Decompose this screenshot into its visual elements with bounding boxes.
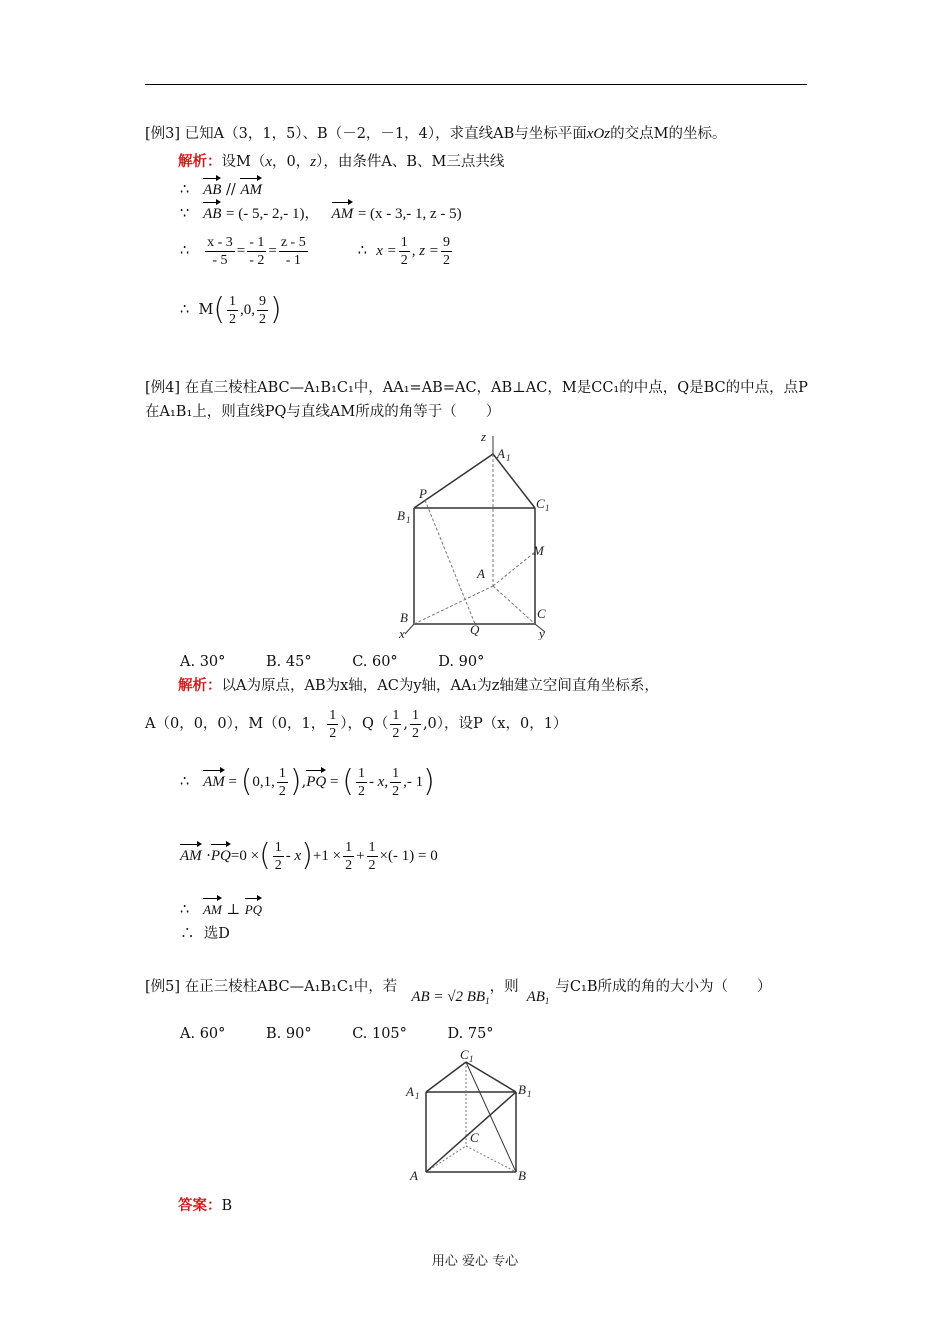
ex3-analysis bbox=[178, 152, 504, 172]
frac-num: 1 bbox=[278, 765, 286, 781]
frac-den: 2 bbox=[259, 311, 267, 327]
frac-den: 2 bbox=[392, 725, 400, 741]
am-value-mid: 0,1, bbox=[252, 774, 275, 790]
coords-p: ），设P（x，0，1） bbox=[436, 716, 568, 732]
vec-am: AM bbox=[203, 774, 225, 790]
vec-pq: PQ bbox=[306, 774, 327, 790]
pq-value-x: - x, bbox=[368, 774, 389, 790]
ex4-coords: A（0，0，0），M（0，1， $\frac{1}{2}$ ），Q（ $\frac{1}{2}$ , $\frac{1}{2}$ ,0 ），设P（x，0，1） bbox=[145, 707, 568, 741]
ex5-answer-value: B bbox=[221, 1198, 233, 1214]
ex3-analysis-mid: ，0， bbox=[272, 154, 311, 170]
ex4-choose: 选D bbox=[203, 926, 230, 942]
label-c: C bbox=[470, 1130, 479, 1145]
therefore-symbol: ∴ bbox=[180, 243, 190, 259]
half-frac bbox=[327, 707, 338, 742]
pq-value-end: ,- 1 bbox=[403, 774, 424, 790]
label-sub: 1 bbox=[415, 1091, 420, 1101]
label-y: y bbox=[539, 626, 545, 640]
frac-num: 1 bbox=[357, 765, 365, 781]
ex4-dot-product: AM · PQ =0 × ( $\frac{1}{2}$ - x ) +1 × $\frac{1}{2}$ + $\frac{1}{2}$ ×(- 1) = 0 bbox=[180, 838, 438, 873]
frac-den: 2 bbox=[357, 783, 365, 799]
label-m: M bbox=[533, 543, 544, 558]
ex5-ab1-sub: 1 bbox=[544, 996, 550, 1006]
label-x: x bbox=[399, 626, 405, 640]
z-frac bbox=[441, 234, 452, 269]
therefore-symbol: ∴ bbox=[180, 926, 195, 942]
frac-num: 1 bbox=[411, 707, 419, 723]
ex3-question bbox=[145, 124, 726, 144]
frac-den: 2 bbox=[274, 857, 282, 873]
because-symbol: ∵ bbox=[180, 206, 190, 222]
half-frac bbox=[356, 765, 367, 800]
coords-q: ），Q（ bbox=[340, 716, 389, 732]
option-d: D. 75° bbox=[447, 1026, 494, 1042]
ex5-question-mid: ，则 bbox=[489, 979, 519, 995]
ex4-question-line2: 在A₁B₁上，则直线PQ与直线AM所成的角等于（ ） bbox=[145, 404, 501, 420]
m-frac-b bbox=[257, 293, 268, 328]
label-sub: 1 bbox=[527, 1089, 532, 1099]
ex5-cond: AB = √2 BB bbox=[411, 989, 486, 1005]
vec-pq: PQ bbox=[245, 900, 262, 920]
therefore-symbol: ∴ bbox=[180, 302, 190, 318]
ex5-answer-label: 答案： bbox=[178, 1197, 222, 1214]
coords-a: A（0，0，0），M（0，1， bbox=[145, 716, 326, 732]
ex3-analysis-label: 解析： bbox=[178, 153, 222, 170]
ex4-analysis-label: 解析： bbox=[178, 677, 222, 694]
ex5-prism-figure bbox=[404, 1050, 534, 1184]
frac-num: 1 bbox=[274, 839, 282, 855]
perp-symbol: ⊥ bbox=[221, 902, 245, 918]
vec-ab: AB bbox=[203, 206, 222, 222]
ex4-question-line1: [例4] 在直三棱柱ABC—A₁B₁C₁中，AA₁=AB=AC，AB⊥AC，M是CC₁的中点，Q是BC的中点，点P bbox=[145, 380, 808, 396]
frac-num: 1 bbox=[392, 707, 400, 723]
frac-den: 2 bbox=[411, 725, 419, 741]
frac-den: 2 bbox=[329, 725, 337, 741]
frac-den: 2 bbox=[229, 311, 237, 327]
option-a: A. 30° bbox=[180, 654, 226, 670]
frac-den: - 1 bbox=[285, 252, 301, 268]
frac-num: z - 5 bbox=[280, 234, 306, 250]
frac-den: 2 bbox=[368, 857, 376, 873]
page-footer: 用心 爱心 专心 bbox=[431, 1254, 519, 1269]
label-a: A bbox=[410, 1168, 418, 1183]
ex3-plane: xOz bbox=[586, 126, 611, 142]
therefore-symbol: ∴ bbox=[180, 774, 190, 790]
label-q: Q bbox=[470, 622, 480, 637]
half-frac bbox=[367, 839, 378, 874]
frac-num: 1 bbox=[368, 839, 376, 855]
vec-am: AM bbox=[240, 182, 263, 198]
label-b1: B bbox=[518, 1082, 526, 1097]
frac-num: 1 bbox=[392, 765, 400, 781]
ex3-analysis-text: 设M（ bbox=[221, 154, 266, 170]
vec-am: AM bbox=[203, 900, 222, 920]
ratio-frac-2 bbox=[247, 234, 266, 269]
half-frac bbox=[410, 707, 421, 742]
m-mid: ,0, bbox=[240, 302, 256, 318]
ex5-question-end: 与C₁B所成的角的大小为（ ） bbox=[555, 979, 772, 995]
am-value: = (x - 3,- 1, z - 5) bbox=[357, 206, 462, 222]
ex5-answer bbox=[178, 1196, 232, 1216]
ex4-analysis bbox=[178, 676, 659, 696]
label-sub: 1 bbox=[469, 1054, 474, 1064]
half-frac bbox=[390, 707, 401, 742]
ex3-ratio-line: ∴ $\frac{x - 3}{- 5}$ = $\frac{- 1}{- 2}$ = $\frac{z - 5}{- 1}$ ∴ x = $\frac{1}{2}$ , z = $\frac{9}{2}$ bbox=[180, 234, 450, 268]
label-b: B bbox=[400, 610, 408, 625]
therefore-symbol: ∴ bbox=[180, 182, 190, 198]
frac-num: 1 bbox=[400, 234, 408, 250]
ab-value: = (- 5,- 2,- 1) bbox=[226, 206, 305, 222]
half-frac bbox=[343, 839, 354, 874]
x-frac bbox=[399, 234, 410, 269]
ex5-cond-sub: 1 bbox=[485, 996, 490, 1006]
option-b: B. 90° bbox=[266, 1026, 312, 1042]
dot-end: ×(- 1) = 0 bbox=[379, 848, 438, 864]
ex3-vectors-line: ∵ AB = (- 5,- 2,- 1)， AM = (x - 3,- 1, z - 5) bbox=[180, 206, 462, 222]
frac-num: 9 bbox=[442, 234, 450, 250]
half-frac bbox=[273, 839, 284, 874]
frac-num: - 1 bbox=[249, 234, 265, 250]
label-a1: A bbox=[497, 446, 505, 461]
ex3-analysis-x: x bbox=[265, 154, 273, 170]
ex5-options bbox=[180, 1024, 494, 1044]
ex3-analysis-z: z bbox=[310, 154, 317, 170]
label-b: B bbox=[518, 1168, 526, 1183]
m-frac-a bbox=[227, 293, 238, 328]
label-c1: C bbox=[460, 1050, 469, 1062]
label-sub: 1 bbox=[545, 503, 550, 513]
therefore-symbol: ∴ bbox=[357, 243, 367, 259]
label-c: C bbox=[537, 606, 546, 621]
label-sub: 1 bbox=[506, 453, 511, 463]
frac-num: 9 bbox=[259, 293, 267, 309]
z-eq: , z = bbox=[411, 243, 439, 259]
vec-am: AM bbox=[180, 848, 202, 864]
ex4-choose-line bbox=[180, 924, 230, 944]
header-rule bbox=[145, 84, 807, 85]
ex4-options bbox=[180, 652, 484, 672]
ex3-result-line: ∴ M ( $\frac{1}{2}$ ,0, $\frac{9}{2}$ ) bbox=[180, 292, 282, 327]
dot-start: =0 × bbox=[230, 848, 260, 864]
frac-den: 2 bbox=[400, 252, 408, 268]
ex4-vectors: ∴ AM = ( 0,1, $\frac{1}{2}$ ) , PQ = ( $\frac{1}{2}$ - x, $\frac{1}{2}$ ,- 1 ) bbox=[180, 764, 435, 799]
dot-mid3: + bbox=[356, 848, 365, 864]
ex4-perp-line bbox=[180, 900, 262, 920]
half-frac bbox=[390, 765, 401, 800]
frac-num: 1 bbox=[329, 707, 337, 723]
vec-ab: AB bbox=[203, 182, 222, 198]
frac-den: 2 bbox=[392, 783, 400, 799]
frac-den: 2 bbox=[345, 857, 353, 873]
half-frac bbox=[277, 765, 288, 800]
frac-num: x - 3 bbox=[207, 234, 233, 250]
ex3-question-text: [例3] 已知A（3，1，5）、B（－2，－1，4），求直线AB与坐标平面 bbox=[145, 126, 587, 142]
label-a1: A bbox=[406, 1084, 414, 1099]
therefore-symbol: ∴ bbox=[180, 902, 190, 918]
m-label: M bbox=[198, 302, 214, 318]
frac-den: 2 bbox=[442, 252, 450, 268]
ex4-analysis-text: 以A为原点，AB为x轴，AC为y轴，AA₁为z轴建立空间直角坐标系， bbox=[221, 678, 659, 694]
option-c: C. 60° bbox=[352, 654, 398, 670]
ex5-question bbox=[145, 974, 772, 1006]
vec-pq: PQ bbox=[210, 848, 231, 864]
label-sub: 1 bbox=[406, 515, 411, 525]
ex5-ab1: AB bbox=[526, 989, 545, 1005]
frac-num: 1 bbox=[229, 293, 237, 309]
vec-am: AM bbox=[331, 206, 354, 222]
option-d: D. 90° bbox=[438, 654, 485, 670]
frac-num: 1 bbox=[345, 839, 353, 855]
x-eq: x = bbox=[376, 243, 397, 259]
dot-mid1: - x bbox=[285, 848, 302, 864]
dot-mid2: +1 × bbox=[312, 848, 342, 864]
ex4-prism-figure bbox=[395, 428, 570, 640]
frac-den: - 2 bbox=[249, 252, 265, 268]
parallel-symbol: // bbox=[221, 182, 241, 198]
label-b1: B bbox=[397, 508, 405, 523]
label-p: P bbox=[419, 486, 427, 501]
option-a: A. 60° bbox=[180, 1026, 226, 1042]
frac-den: - 5 bbox=[212, 252, 228, 268]
frac-den: 2 bbox=[278, 783, 286, 799]
ex3-parallel-line bbox=[180, 180, 262, 200]
label-z: z bbox=[481, 429, 487, 444]
option-c: C. 105° bbox=[352, 1026, 407, 1042]
option-b: B. 45° bbox=[266, 654, 312, 670]
ex3-analysis-end: ），由条件A、B、M三点共线 bbox=[316, 154, 505, 170]
ex5-question-start: [例5] 在正三棱柱ABC—A₁B₁C₁中，若 bbox=[145, 979, 398, 995]
label-c1: C bbox=[536, 496, 545, 511]
label-a: A bbox=[477, 566, 485, 581]
ex3-question-tail: 的交点M的坐标。 bbox=[610, 126, 727, 142]
ratio-frac-3 bbox=[279, 234, 308, 269]
ratio-frac-1 bbox=[205, 234, 235, 269]
